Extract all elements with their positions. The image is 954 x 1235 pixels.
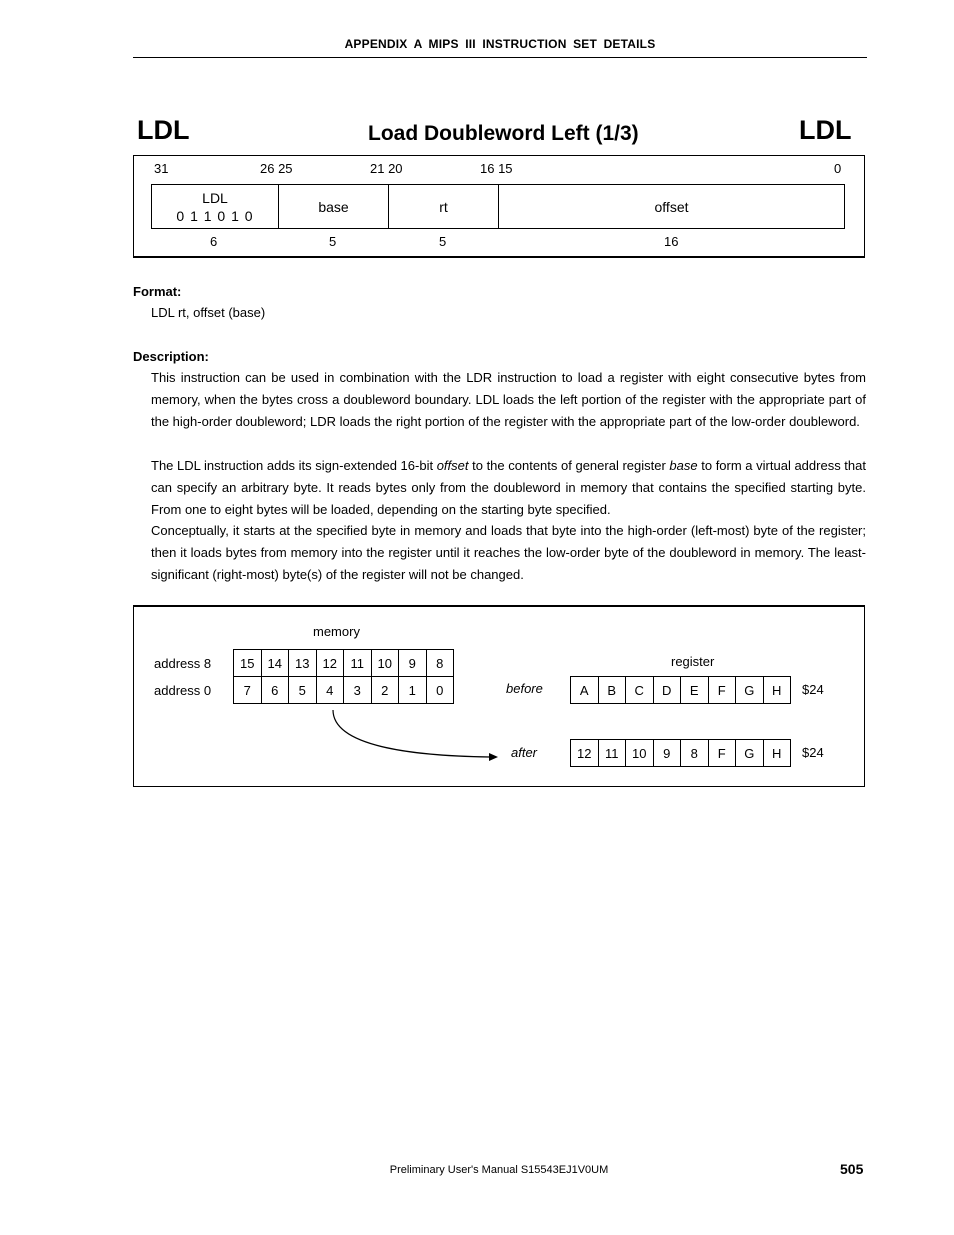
register-byte: B: [599, 677, 627, 703]
load-arrow-curve: [333, 710, 490, 757]
memory-byte: 4: [317, 677, 345, 703]
bit-number: 0: [834, 161, 842, 176]
register-byte: 12: [571, 740, 599, 766]
field-width: 16: [664, 234, 679, 249]
register-byte: H: [764, 740, 792, 766]
register-byte: C: [626, 677, 654, 703]
mnemonic-left: LDL: [137, 115, 190, 145]
register-byte: 9: [654, 740, 682, 766]
address-0-label: address 0: [154, 683, 212, 698]
memory-byte: 1: [399, 677, 427, 703]
bit-number: 21 20: [370, 161, 403, 176]
description-heading: Description:: [133, 349, 209, 364]
field-offset-name: offset: [654, 198, 689, 215]
register-byte: G: [736, 677, 764, 703]
page-header-title: APPENDIX A MIPS III INSTRUCTION SET DETAILS: [344, 37, 656, 51]
memory-label: memory: [313, 624, 360, 639]
register-byte: 8: [681, 740, 709, 766]
memory-byte: 15: [234, 650, 262, 676]
register-byte: F: [709, 740, 737, 766]
field-opcode-name: LDL: [202, 189, 228, 206]
memory-byte: 5: [289, 677, 317, 703]
format-text: LDL rt, offset (base): [151, 305, 266, 320]
register-name-after: $24: [802, 745, 824, 760]
memory-byte: 9: [399, 650, 427, 676]
memory-byte: 14: [262, 650, 290, 676]
mnemonic-right: LDL: [799, 115, 852, 145]
register-byte: 10: [626, 740, 654, 766]
instruction-title: Load Doubleword Left (1/3): [368, 122, 639, 145]
register-byte: 11: [599, 740, 627, 766]
bit-number: 26 25: [260, 161, 293, 176]
address-8-label: address 8: [154, 656, 212, 671]
field-rt-name: rt: [439, 198, 448, 215]
load-arrow-head: [489, 753, 498, 761]
memory-byte: 12: [317, 650, 345, 676]
memory-byte: 8: [427, 650, 455, 676]
register-name-before: $24: [802, 682, 824, 697]
p2-base-term: base: [669, 458, 698, 473]
register-byte: H: [764, 677, 792, 703]
memory-byte: 7: [234, 677, 262, 703]
memory-byte: 6: [262, 677, 290, 703]
bit-number: 31: [154, 161, 169, 176]
field-base-name: base: [318, 198, 349, 215]
field-width: 6: [210, 234, 218, 249]
memory-byte: 2: [372, 677, 400, 703]
p2-text: The LDL instruction adds its sign-extended 16-bit: [151, 458, 437, 473]
memory-byte: 11: [344, 650, 372, 676]
memory-byte: 3: [344, 677, 372, 703]
register-byte: A: [571, 677, 599, 703]
description-paragraph-3: Conceptually, it starts at the specified byte in memory and loads that byte into the high-order (left-most) byte of the register; then it loads bytes from memory into the register until it reaches the low-order byte of the doubleword in memory. The least-significant (right-most) byte(s) of the register will not be changed.: [151, 523, 866, 582]
p2-offset-term: offset: [436, 458, 469, 473]
page-number: 505: [840, 1161, 864, 1177]
register-byte: E: [681, 677, 709, 703]
field-opcode-bits: 0 1 1 0 1 0: [176, 207, 254, 224]
before-label: before: [506, 681, 543, 696]
format-heading: Format:: [133, 284, 182, 299]
bit-number: 16 15: [480, 161, 513, 176]
memory-byte: 10: [372, 650, 400, 676]
register-byte: D: [654, 677, 682, 703]
description-paragraph-1: This instruction can be used in combination with the LDR instruction to load a register with eight consecutive bytes from memory, when the bytes cross a doubleword boundary. LDL loads the left portion of the register with the appropriate part of the high-order doubleword; LDR loads the right portion of the register with the appropriate part of the low-order doubleword.: [151, 370, 866, 429]
after-label: after: [511, 745, 538, 760]
memory-byte: 0: [427, 677, 455, 703]
register-byte: G: [736, 740, 764, 766]
footer-text: Preliminary User's Manual S15543EJ1V0UM: [389, 1164, 609, 1176]
field-width: 5: [329, 234, 337, 249]
register-label: register: [671, 654, 715, 669]
register-byte: F: [709, 677, 737, 703]
field-width: 5: [439, 234, 447, 249]
p2-text: to form a virtual address that can specify an arbitrary byte. It reads bytes only from the doubleword in memory that contains the specified starting byte. From one to eight bytes will be loaded, depending on the starting byte specified.: [151, 458, 866, 517]
memory-byte: 13: [289, 650, 317, 676]
p2-text: to the contents of general register: [468, 458, 670, 473]
